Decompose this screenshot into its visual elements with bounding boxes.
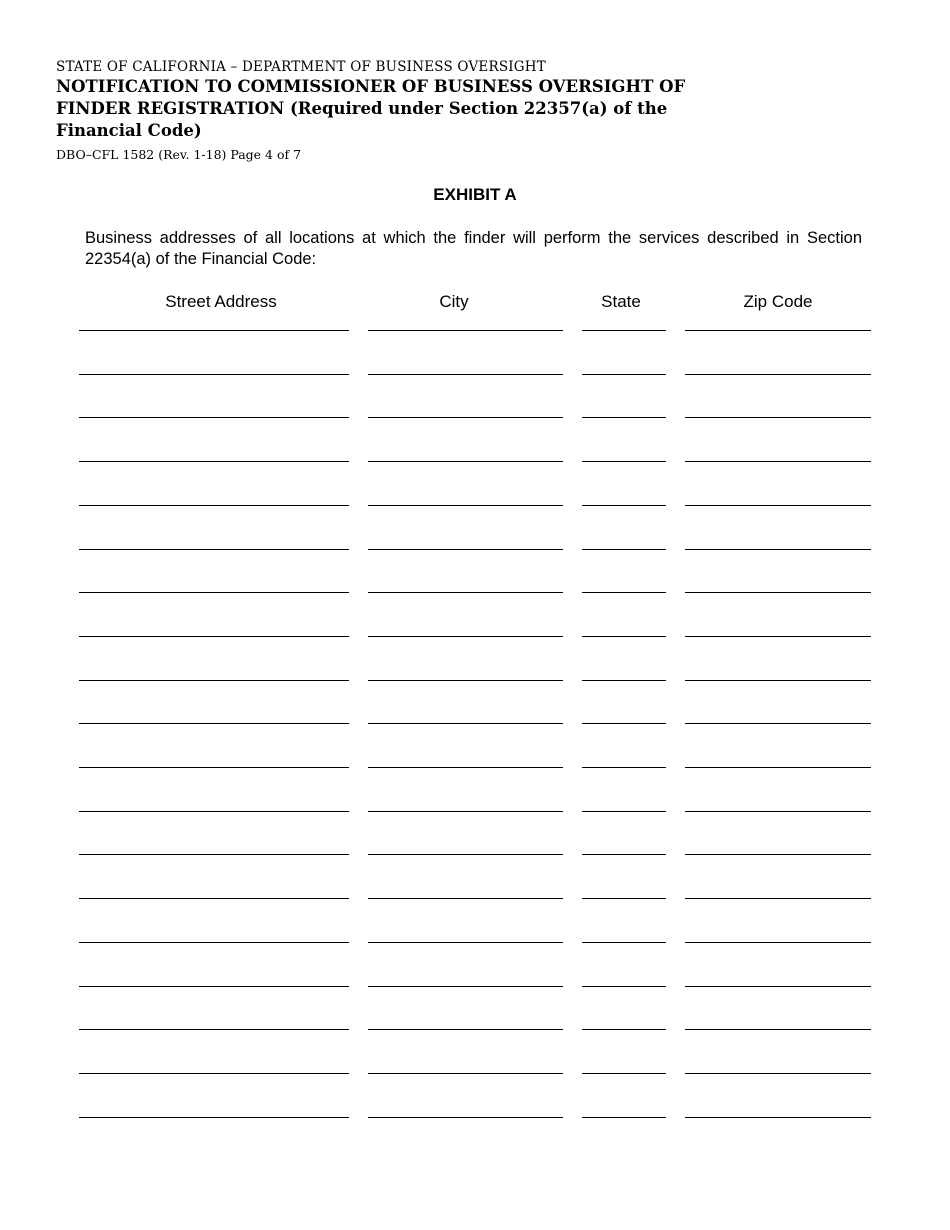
address-row: [0, 909, 950, 943]
city-field[interactable]: [368, 954, 563, 987]
zip-code-field[interactable]: [685, 735, 871, 768]
state-field[interactable]: [582, 954, 666, 987]
state-field[interactable]: [582, 779, 666, 812]
address-row: [0, 647, 950, 681]
address-row: [0, 1084, 950, 1118]
street-address-field[interactable]: [79, 910, 349, 943]
state-field[interactable]: [582, 1085, 666, 1118]
address-row: [0, 384, 950, 418]
street-address-field[interactable]: [79, 385, 349, 418]
state-field[interactable]: [582, 1041, 666, 1074]
exhibit-instructions: Business addresses of all locations at which the finder will perform the services described in Section 22354(a) of the Financial Code:: [85, 229, 862, 268]
column-header-city: City: [439, 292, 469, 311]
zip-code-field[interactable]: [685, 997, 871, 1030]
street-address-field[interactable]: [79, 560, 349, 593]
city-field[interactable]: [368, 604, 563, 637]
city-field[interactable]: [368, 735, 563, 768]
address-row: [0, 341, 950, 375]
address-row: [0, 603, 950, 637]
city-field[interactable]: [368, 1085, 563, 1118]
zip-code-field[interactable]: [685, 866, 871, 899]
state-field[interactable]: [582, 735, 666, 768]
address-row: [0, 865, 950, 899]
state-field[interactable]: [582, 910, 666, 943]
city-field[interactable]: [368, 910, 563, 943]
city-field[interactable]: [368, 560, 563, 593]
address-row: [0, 996, 950, 1030]
zip-code-field[interactable]: [685, 691, 871, 724]
state-field[interactable]: [582, 429, 666, 462]
city-field[interactable]: [368, 866, 563, 899]
street-address-field[interactable]: [79, 473, 349, 506]
form-title: NOTIFICATION TO COMMISSIONER OF BUSINESS OVERSIGHT OF FINDER REGISTRATION (Required under Section 22357(a) of the Financial Code): [56, 77, 686, 140]
zip-code-field[interactable]: [685, 910, 871, 943]
city-field[interactable]: [368, 997, 563, 1030]
city-field[interactable]: [368, 473, 563, 506]
street-address-field[interactable]: [79, 997, 349, 1030]
zip-code-field[interactable]: [685, 1085, 871, 1118]
city-field[interactable]: [368, 385, 563, 418]
zip-code-field[interactable]: [685, 517, 871, 550]
city-field[interactable]: [368, 517, 563, 550]
zip-code-field[interactable]: [685, 822, 871, 855]
address-row: [0, 472, 950, 506]
street-address-field[interactable]: [79, 648, 349, 681]
street-address-field[interactable]: [79, 1085, 349, 1118]
street-address-field[interactable]: [79, 298, 349, 331]
city-field[interactable]: [368, 342, 563, 375]
address-row: [0, 821, 950, 855]
agency-name: STATE OF CALIFORNIA – DEPARTMENT OF BUSINESS OVERSIGHT: [56, 59, 546, 75]
state-field[interactable]: [582, 342, 666, 375]
street-address-field[interactable]: [79, 822, 349, 855]
state-field[interactable]: [582, 822, 666, 855]
column-header-street-address: Street Address: [165, 292, 277, 311]
city-field[interactable]: [368, 648, 563, 681]
city-field[interactable]: [368, 1041, 563, 1074]
street-address-field[interactable]: [79, 691, 349, 724]
street-address-field[interactable]: [79, 779, 349, 812]
address-row: [0, 297, 950, 331]
exhibit-title: EXHIBIT A: [433, 185, 517, 204]
state-field[interactable]: [582, 997, 666, 1030]
city-field[interactable]: [368, 822, 563, 855]
zip-code-field[interactable]: [685, 385, 871, 418]
street-address-field[interactable]: [79, 342, 349, 375]
column-header-zip-code: Zip Code: [743, 292, 813, 311]
state-field[interactable]: [582, 866, 666, 899]
address-row: [0, 734, 950, 768]
address-row: [0, 428, 950, 462]
state-field[interactable]: [582, 560, 666, 593]
zip-code-field[interactable]: [685, 342, 871, 375]
zip-code-field[interactable]: [685, 604, 871, 637]
city-field[interactable]: [368, 691, 563, 724]
state-field[interactable]: [582, 473, 666, 506]
state-field[interactable]: [582, 691, 666, 724]
street-address-field[interactable]: [79, 604, 349, 637]
zip-code-field[interactable]: [685, 1041, 871, 1074]
street-address-field[interactable]: [79, 429, 349, 462]
city-field[interactable]: [368, 779, 563, 812]
address-row: [0, 953, 950, 987]
street-address-field[interactable]: [79, 735, 349, 768]
city-field[interactable]: [368, 298, 563, 331]
zip-code-field[interactable]: [685, 648, 871, 681]
zip-code-field[interactable]: [685, 954, 871, 987]
address-row: [0, 778, 950, 812]
address-row: [0, 690, 950, 724]
state-field[interactable]: [582, 517, 666, 550]
form-id-page-number: DBO–CFL 1582 (Rev. 1-18) Page 4 of 7: [56, 147, 302, 162]
street-address-field[interactable]: [79, 954, 349, 987]
zip-code-field[interactable]: [685, 473, 871, 506]
state-field[interactable]: [582, 648, 666, 681]
city-field[interactable]: [368, 429, 563, 462]
zip-code-field[interactable]: [685, 779, 871, 812]
zip-code-field[interactable]: [685, 560, 871, 593]
zip-code-field[interactable]: [685, 298, 871, 331]
state-field[interactable]: [582, 385, 666, 418]
street-address-field[interactable]: [79, 517, 349, 550]
address-row: [0, 559, 950, 593]
address-row: [0, 516, 950, 550]
state-field[interactable]: [582, 298, 666, 331]
street-address-field[interactable]: [79, 866, 349, 899]
zip-code-field[interactable]: [685, 429, 871, 462]
street-address-field[interactable]: [79, 1041, 349, 1074]
address-row: [0, 1040, 950, 1074]
column-header-state: State: [601, 292, 641, 311]
state-field[interactable]: [582, 604, 666, 637]
